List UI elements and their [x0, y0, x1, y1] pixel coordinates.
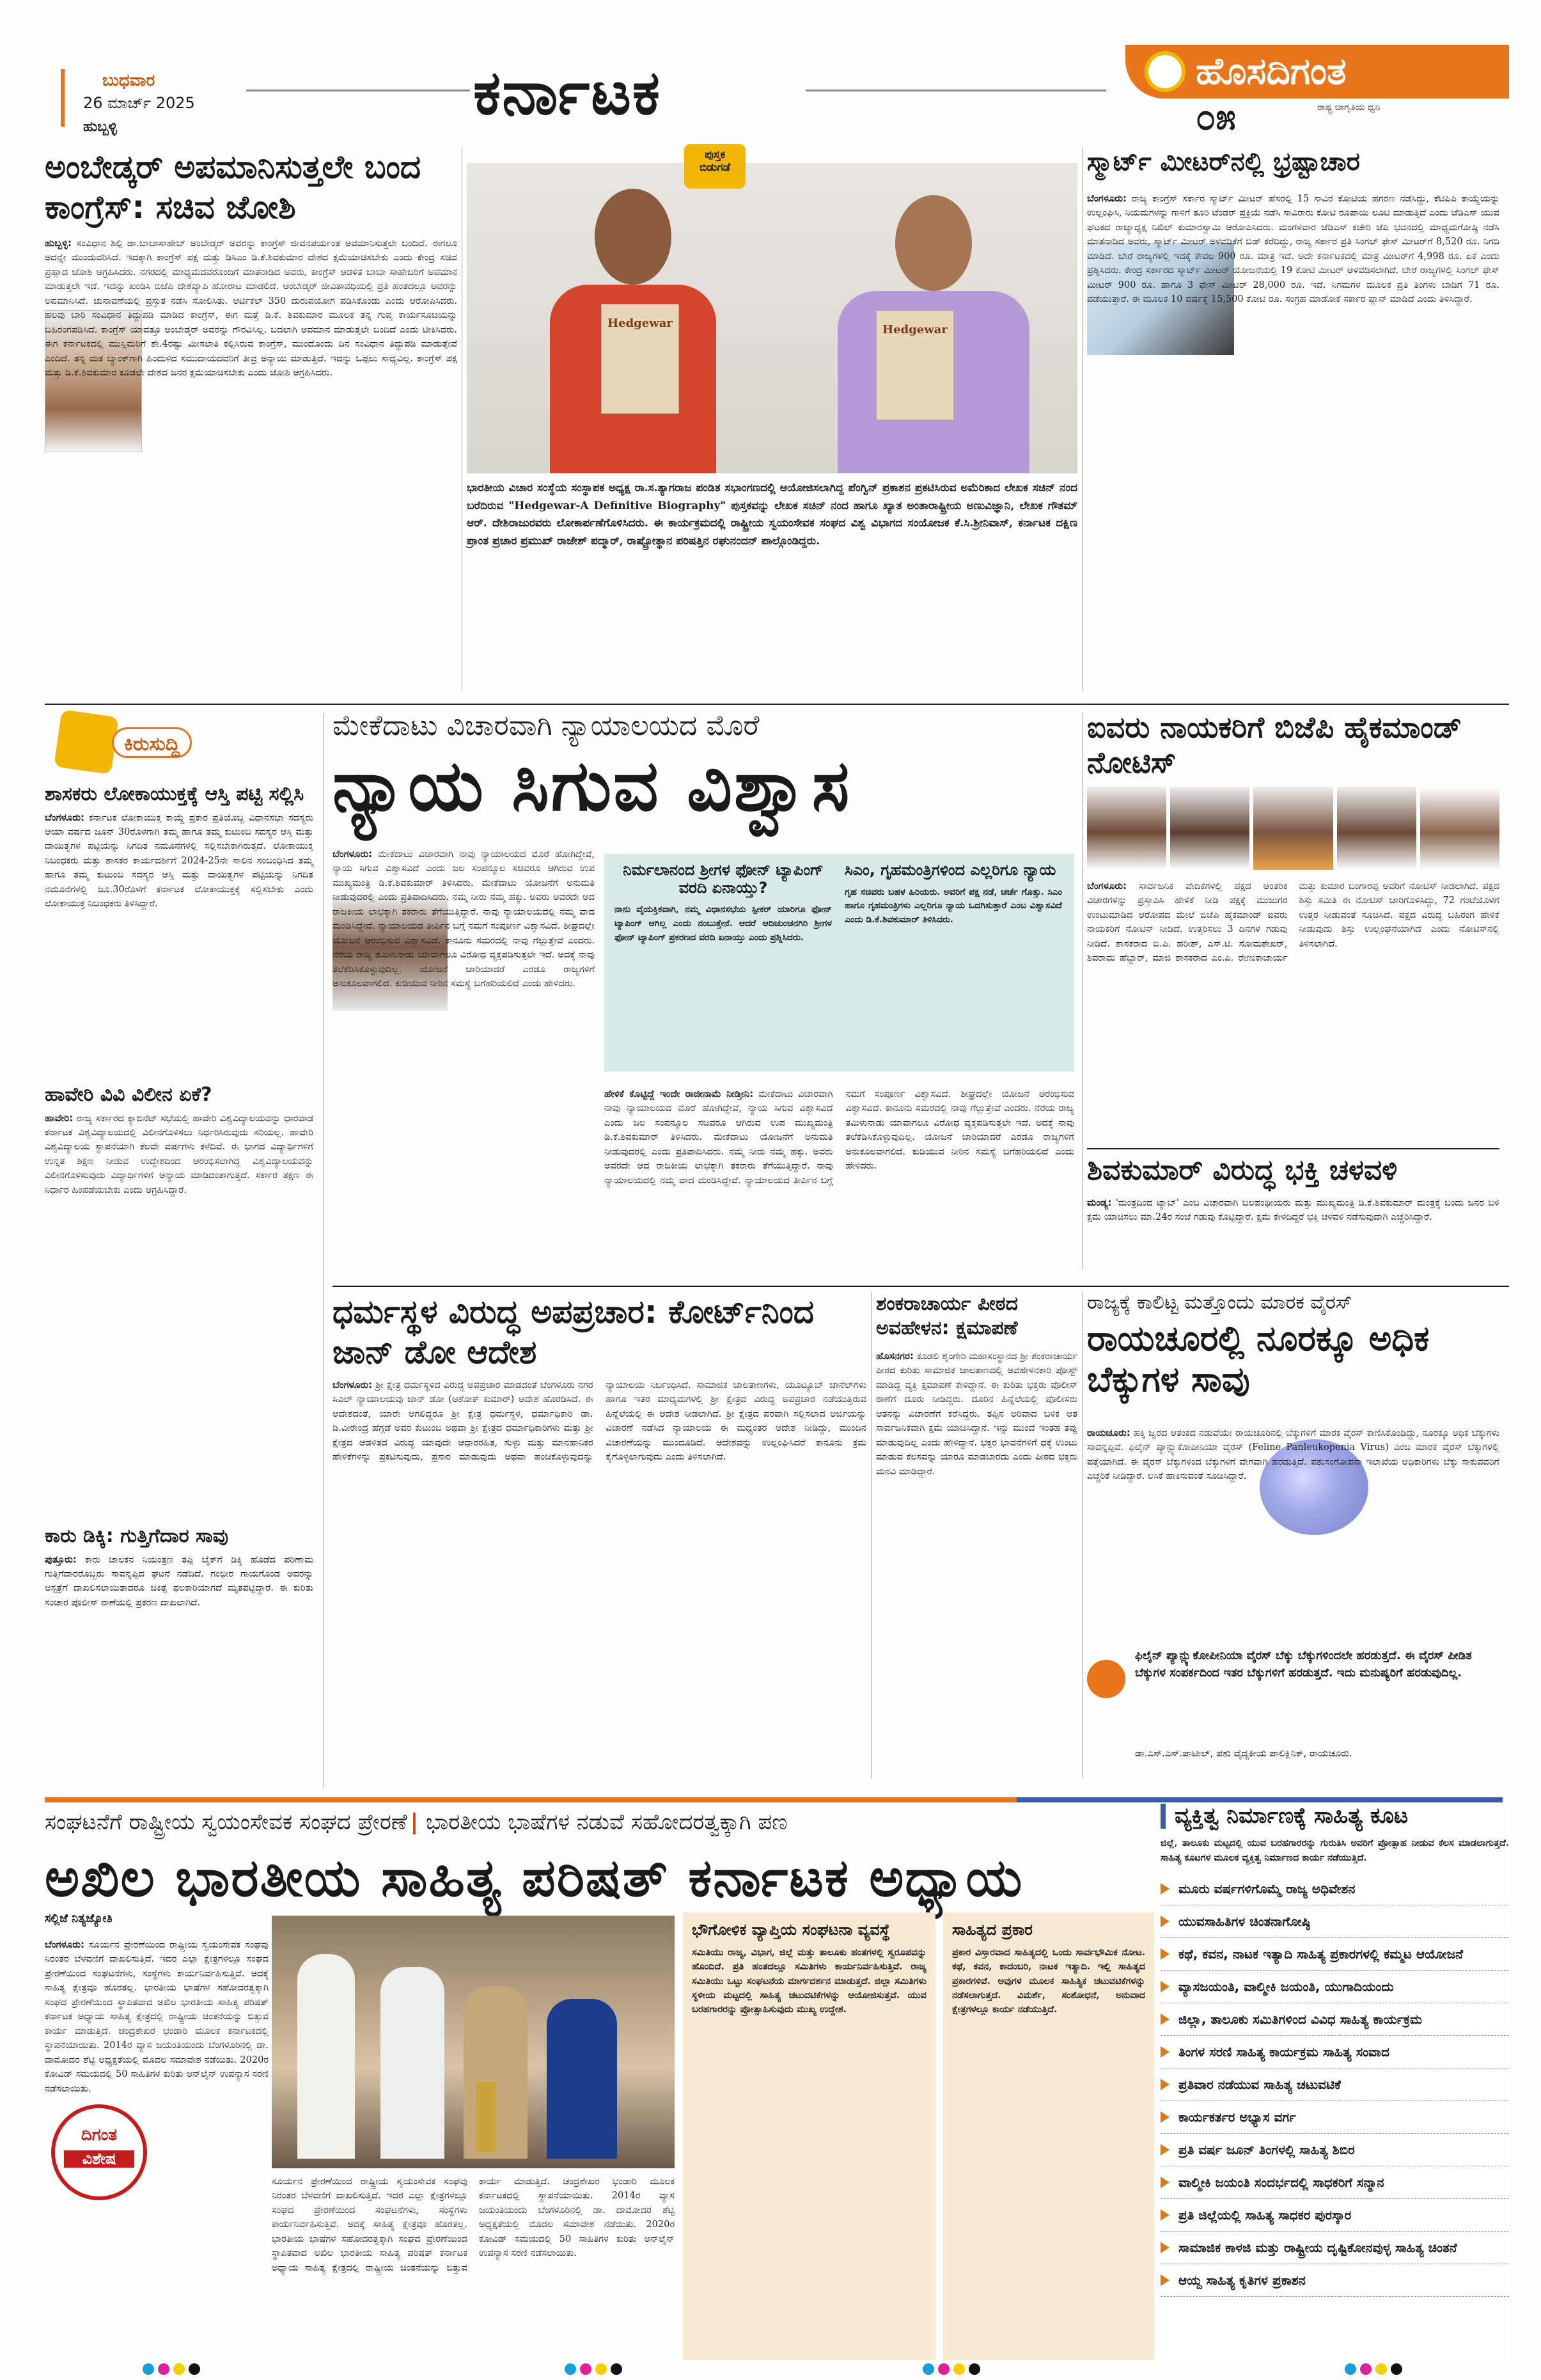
person-figure — [297, 1954, 355, 2159]
kirusuddi-column — [45, 713, 314, 1608]
story-ambedkar-text: ಸಂವಿಧಾನ ಶಿಲ್ಪಿ ಡಾ.ಬಾಬಾಸಾಹೇಬ್ ಅಂಬೇಡ್ಕರ್ ಅವರನ್ನು ಕಾಂಗ್ರೆಸ್ ಜೀವನಪರ್ಯಂತ ಅವಮಾನಿಸುತ್ತಲೇ ಬಂದಿದೆ. ಈಗಲೂ ಅದನ್ನೇ ಮುಂದುವರಿಸಿದೆ. ಇದಕ್ಕಾಗಿ ಕಾಂಗ್ರೆಸ್ ಪಕ್ಷ ಮತ್ತು ಡಿಸಿಎಂ ಡಿ.ಕೆ.ಶಿವಕುಮಾರ ದೇಶದ ಕ್ಷಮೆಯಾಚಿಸಬೇಕು ಎಂದು ಕೇಂದ್ರ ಸಚಿವ ಪ್ರಹ್ಲಾದ ಜೋಶಿ ಆಗ್ರಹಿಸಿದರು. ನಗರದಲ್ಲಿ ಮಾಧ್ಯಮದವರೊಂದಿಗೆ ಮಾತನಾಡಿದ ಅವರು, ಕಾಂಗ್ರೆಸ್ ಆಡಳಿತ ಬಾಬಾ ಸಾಹೇಬರಿಗೆ ಅಪಮಾನ ಮಾಡುತ್ತಲೇ ಇದೆ. ಇದನ್ನು ಖಂಡಿಸಿ ಬಿಜೆಪಿ ದೇಶವ್ಯಾಪಿ ಹೋರಾಟ ಮಾಡಲಿದೆ. ಅಂಬೇಡ್ಕರ್ ಜೀವಿತಾವಧಿಯಲ್ಲಿ ಪ್ರತಿ ಹಂತದಲ್ಲೂ ಅವರನ್ನು ಅಪಮಾನಿಸಿದೆ. ಚುನಾವಣೆಯಲ್ಲಿ ಪ್ರಸ್ತುತ ನಡೆಸಿ ಸೋಲಿಸಿತು. ಆರ್ಟಿಕಲ್ 350 ದುರುಪಯೋಗ ಪಡಿಸಿಕೊಂಡು ಎಂದು ಆರೋಪಿಸಿದರು. ಹಲವು ಬಾರಿ ಸಂವಿಧಾನ ತಿದ್ದುಪಡಿ ಮಾಡಿದ ಕಾಂಗ್ರೆಸ್, ಈಗ ಮತ್ತೆ ಡಿ.ಕೆ. ಶಿವಕುಮಾರ ಮೂಲಕ ತನ್ನ ಗುಪ್ತ ಕಾರ್ಯಸೂಚಿಯನ್ನು ಬಹಿರಂಗಪಡಿಸಿದೆ. ಕಾಂಗ್ರೆಸ್ ಯಾವತ್ತೂ ಅಂಬೇಡ್ಕರ್ ಅವರನ್ನು ಗೌರವಿಸಿಲ್ಲ. ಬದಲಾಗಿ ಅವಮಾನ ಮಾಡುತ್ತಲೇ ಬಂದಿದೆ ಎಂದು ಟೀಕಿಸಿದರು. ಈಗ ಕರ್ನಾಟಕದಲ್ಲಿ ಮುಸ್ಲಿಮರಿಗೆ ಶೇ.4ರಷ್ಟು ಮೀಸಲಾತಿ ಕಲ್ಪಿಸಿರುವ ಕಾಂಗ್ರೆಸ್, ಮುಂದೊಂದು ದಿನ ಸಂವಿಧಾನ ತಿದ್ದುಪಡಿ ಮಾಡುತ್ತೇವೆ ಎಂದಿದೆ. ತನ್ನ ಮತ ಬ್ಯಾಂಕ್‌ಗಾಗಿ ಹಿಂದುಳಿದ ಸಮುದಾಯದವರಿಗೆ ತೀವ್ರ ಅನ್ಯಾಯ ಮಾಡುತ್ತಿದೆ. ಇದನ್ನು ಒಪ್ಪಲು ಸಾಧ್ಯವಿಲ್ಲ. ಕಾಂಗ್ರೆಸ್ ಪಕ್ಷ ಮತ್ತು ಡಿ.ಕೆ.ಶಿವಕುಮಾರ ಕೂಡಲೇ ದೇಶದ ಜನರ ಕ್ಷಮೆಯಾಚಿಸಬೇಕು ಎಂದು ಜೋಶಿ ಆಗ್ರಹಿಸಿದರು. — [45, 239, 457, 379]
sahitya-text: ಸೂರ್ಯನ ಪ್ರೇರಣೆಯಿಂದ ರಾಷ್ಟ್ರೀಯ ಸ್ವಯಂಸೇವಕ ಸಂಘವು ನಿರಂತರ ಬೆಳವಣಿಗೆ ದಾಖಲಿಸುತ್ತಿದೆ. ಇದರ ಎಲ್ಲಾ ಕ್ಷೇತ್ರಗಳಲ್ಲೂ ಸಂಘದ ಪ್ರೇರಣೆಯಿಂದ ಸಂಘಟನೆಗಳು, ಸಂಸ್ಥೆಗಳು ಕಾರ್ಯನಿರ್ವಹಿಸುತ್ತಿವೆ. ಅದಕ್ಕೆ ಸಾಹಿತ್ಯ ಕ್ಷೇತ್ರವೂ ಹೊರತಲ್ಲ. ಭಾರತೀಯ ಭಾಷೆಗಳ ಸಹೋದರತ್ವಕ್ಕಾಗಿ ಸಂಘದ ಪ್ರೇರಣೆಯಿಂದ ಸ್ಥಾಪಿತವಾದ ಅಖಿಲ ಭಾರತೀಯ ಸಾಹಿತ್ಯ ಪರಿಷತ್ ಕರ್ನಾಟಕ ಅಧ್ಯಾಯ ಸಾಹಿತ್ಯ ಕ್ಷೇತ್ರದಲ್ಲಿ ರಾಷ್ಟ್ರೀಯ ಚಿಂತನೆಯನ್ನು ಬಿತ್ತುವ ಕಾರ್ಯ ಮಾಡುತ್ತಿದೆ. ಚಂದ್ರಶೇಖರ ಭಂಡಾರಿ ಮೂಲಕ ಕರ್ನಾಟಕದಲ್ಲಿ ಸ್ಥಾಪನೆಯಾಯಿತು. 2014ರ ವ್ಯಾಸ ಜಯಂತಿಯಂದು ಬೆಂಗಳೂರಿನಲ್ಲಿ ಡಾ. ದಾಮೋದರ ಶೆಟ್ಟಿ ಅಧ್ಯಕ್ಷತೆಯಲ್ಲಿ ಮೊದಲ ಸಮಾವೇಶ ನಡೆಯಿತು. 2020ರ ಕೋವಿಡ್ ಸಮಯದಲ್ಲಿ 50 ಸಾಹಿತಿಗಳ ಕುರಿತು ಆನ್‌ಲೈನ್ ಉಪನ್ಯಾಸ ಸರಣಿ ನಡೆಸಲಾಯಿತು. — [45, 1940, 269, 2094]
story-raichur — [1087, 1292, 1499, 1797]
personality-list-item — [1161, 2264, 1509, 2297]
personality-list-item — [1161, 1905, 1509, 1938]
story-smart-meter-body — [1087, 192, 1499, 307]
personality-list-label: ಪ್ರತಿ ಜಿಲ್ಲೆಯಲ್ಲಿ ಸಾಹಿತ್ಯ ಸಾಧಕರ ಪುರಸ್ಕಾರ — [1178, 2207, 1352, 2223]
personality-box — [1161, 1804, 1509, 2367]
stamp-line1: ದಿಗಂತ — [81, 2125, 118, 2145]
masthead — [0, 0, 1541, 154]
col-divider — [323, 713, 324, 1788]
kirusuddi-body — [45, 811, 313, 911]
registration-dots — [141, 2363, 202, 2377]
personality-list-label: ಕಥೆ, ಕವನ, ನಾಟಕ ಇತ್ಯಾದಿ ಸಾಹಿತ್ಯ ಪ್ರಕಾರಗಳಲ್ಲಿ ಕಮ್ಮಟ ಆಯೋಜನೆ — [1178, 1946, 1464, 1962]
personality-list-label: ವಾಲ್ಮೀಕಿ ಜಯಂತಿ ಸಂದರ್ಭದಲ್ಲಿ ಸಾಧಕರಿಗೆ ಸನ್ಮಾನ — [1178, 2175, 1384, 2191]
arrow-icon — [1161, 1981, 1169, 1992]
col-divider — [1082, 147, 1083, 691]
person-right-head — [895, 195, 972, 291]
masthead-city: ಹುಬ್ಬಳ್ಳಿ — [83, 119, 118, 135]
masthead-divider-right — [806, 90, 1106, 91]
book-release-badge — [684, 144, 746, 189]
story-smart-meter — [1087, 147, 1499, 697]
shankaracharya-dateline: ಹೊಸನಗರ: — [876, 1350, 914, 1362]
kirusuddi-body — [45, 1112, 313, 1198]
kirusuddi-dateline: ಬೆಂಗಳೂರು: — [45, 811, 85, 823]
personality-list-label: ಸಾಮಾಜಿಕ ಕಾಳಜಿ ಮತ್ತು ರಾಷ್ಟ್ರೀಯ ದೃಷ್ಟಿಕೋನವುಳ್ಳ ಸಾಹಿತ್ಯ ಚಿಂತನೆ — [1178, 2240, 1457, 2256]
sidebox-right — [845, 862, 1062, 927]
box-geography-title: ಭೌಗೋಳಿಕ ವ್ಯಾಪ್ತಿಯ ಸಂಘಟನಾ ವ್ಯವಸ್ಥೆ — [692, 1921, 890, 1939]
bjp-notice-headline: ಐವರು ನಾಯಕರಿಗೆ ಬಿಜೆಪಿ ಹೈಕಮಾಂಡ್ ನೋಟಿಸ್ — [1087, 710, 1462, 780]
bhatti-dateline: ಮಂಡ್ಯ: — [1087, 1196, 1112, 1208]
book-release-badge-line2: ಬಿಡುಗಡೆ — [699, 161, 731, 174]
box-genre-body: ಪ್ರಕಾರ ವಿಸ್ತಾರವಾದ ಸಾಹಿತ್ಯದಲ್ಲಿ ಒಂದು ಸಾರ್ವಭೌಮಿಕ ನೋಟ. ಕಥೆ, ಕವನ, ಕಾದಂಬರಿ, ನಾಟಕ ಇತ್ಯಾದಿ. ಇಲ್ಲಿ ಸಾಹಿತ್ಯದ ಪ್ರಕಾರಗಳಿವೆ. ಅವುಗಳ ಮೂಲಕ ಸಾಹಿತ್ಯಿಕ ಚಟುವಟಿಕೆಗಳನ್ನು ನಡೆಸಲಾಗುತ್ತದೆ. ವಿಮರ್ಶೆ, ಸಂಶೋಧನೆ, ಅನುವಾದ ಕ್ಷೇತ್ರಗಳಲ್ಲೂ ಕಾರ್ಯ ನಡೆಯುತ್ತಿದೆ. — [952, 1946, 1145, 2015]
section-title: ಕರ್ನಾಟಕ — [473, 57, 662, 129]
book-title-left: Hedgewar — [607, 317, 673, 330]
sahitya-kicker-right: ಭಾರತೀಯ ಭಾಷೆಗಳ ನಡುವೆ ಸಹೋದರತ್ವಕ್ಕಾಗಿ ಪಣ — [426, 1809, 788, 1835]
story-ambedkar-body — [45, 237, 457, 381]
bjp-notice-body — [1087, 879, 1499, 966]
arrow-icon — [1161, 1916, 1169, 1927]
col-divider — [1082, 1292, 1083, 1778]
dharmasthala-body — [332, 1378, 866, 1465]
orange-rule — [45, 1797, 1017, 1802]
personality-list-label: ಮೂರು ವರ್ಷಗಳಿಗೊಮ್ಮೆ ರಾಜ್ಯ ಅಧಿವೇಶನ — [1178, 1881, 1356, 1897]
sidebox-right-body: ಗೃಹ ಸಚಿವರು ಬಹಳ ಹಿರಿಯರು. ಅವರಿಗೆ ಪಕ್ಷ ನಡೆ, ಚರ್ಚೆ ಗೊತ್ತು. ಸಿಎಂ ಹಾಗೂ ಗೃಹಮಂತ್ರಿಗಳು ಎಲ್ಲರಿಗೂ ನ್ಯಾಯ ಒದಗಿಸುತ್ತಾರೆ ಎಂಬ ವಿಶ್ವಾಸವಿದೆ ಎಂದು ಡಿ.ಕೆ.ಶಿವಕುಮಾರ್ ತಿಳಿಸಿದರು. — [845, 887, 1062, 925]
leader-photo — [1337, 787, 1416, 870]
sahitya-body — [45, 1938, 269, 2096]
story-smart-meter-headline: ಸ್ಮಾರ್ಟ್ ಮೀಟರ್‌ನಲ್ಲಿ ಭ್ರಷ್ಟಾಚಾರ — [1087, 147, 1360, 177]
personality-list-item — [1161, 2003, 1509, 2036]
story-dharmasthala — [332, 1292, 866, 1791]
personality-list-item — [1161, 2134, 1509, 2166]
masthead-day: ಬುಧವಾರ — [102, 71, 155, 90]
arrow-icon — [1161, 2046, 1169, 2058]
kirusuddi-dateline: ಹಾವೇರಿ: — [45, 1112, 74, 1124]
masthead-date: 26 ಮಾರ್ಚ್ 2025 — [83, 94, 195, 112]
story-mekedatu — [332, 710, 1074, 1286]
lamp-icon — [476, 2082, 496, 2152]
brand-name: ಹೊಸದಿಗಂತ — [1196, 49, 1347, 93]
sahitya-dateline: ಬೆಂಗಳೂರು: — [45, 1939, 85, 1950]
raichur-quote-box — [1087, 1647, 1499, 1794]
personality-list-item — [1161, 1873, 1509, 1905]
leader-photos — [1087, 787, 1499, 870]
personality-list-item — [1161, 1971, 1509, 2003]
personality-title: ವ್ಯಕ್ತಿತ್ವ ನಿರ್ಮಾಣಕ್ಕೆ ಸಾಹಿತ್ಯ ಕೂಟ — [1161, 1804, 1509, 1829]
box-genre-title: ಸಾಹಿತ್ಯದ ಪ್ರಕಾರ — [952, 1921, 1033, 1939]
col-divider — [871, 1292, 872, 1778]
personality-list-label: ಪ್ರತಿವಾರ ನಡೆಯುವ ಸಾಹಿತ್ಯ ಚಟುವಟಿಕೆ — [1178, 2077, 1341, 2093]
row-divider — [332, 1286, 1509, 1287]
registration-dots — [1343, 2363, 1404, 2377]
registration-dots — [921, 2363, 982, 2377]
shankaracharya-headline: ಶಂಕರಾಚಾರ್ಯ ಪೀಠದ ಅವಹೇಳನ: ಕ್ಷಮಾಪಣೆ — [876, 1293, 1019, 1339]
arrow-icon — [1161, 1883, 1169, 1895]
leader-photo — [1420, 787, 1499, 870]
digantha-vishesha-stamp — [51, 2104, 147, 2200]
print-registration-marks — [0, 2363, 1541, 2377]
personality-list-label: ಆಯ್ದ ಸಾಹಿತ್ಯ ಕೃತಿಗಳ ಪ್ರಕಾಶನ — [1178, 2273, 1306, 2289]
sidebox-left — [614, 862, 832, 945]
personality-list-label: ವ್ಯಾಸಜಯಂತಿ, ವಾಲ್ಮೀಕಿ ಜಯಂತಿ, ಯುಗಾದಿಯಂದು — [1178, 1979, 1394, 1995]
story-smart-meter-text: ರಾಜ್ಯ ಕಾಂಗ್ರೆಸ್ ಸರ್ಕಾರ ಸ್ಮಾರ್ಟ್ ಮೀಟರ್ ಹೆಸರಲ್ಲಿ 15 ಸಾವಿರ ಕೋಟಿಯ ಹಗರಣ ನಡೆಸಿದ್ದು, ಕೆಟಿಪಿಪಿ ಕಾಯ್ದೆಯನ್ನು ಉಲ್ಲಂಘಿಸಿ, ನಿಯಮಗಳನ್ನು ಗಾಳಿಗೆ ತೂರಿ ಟೆಂಡರ್ ಪ್ರಕ್ರಿಯೆ ನಡೆಸಿ ಸಾವಿರಾರು ಕೋಟಿ ರೂಪಾಯಿ ಲೂಟಿ ಮಾಡುತ್ತಿದೆ ಎಂದು ಜೆಡಿಎಸ್ ಯುವ ಘಟಕದ ರಾಜ್ಯಾಧ್ಯಕ್ಷ ನಿಖಿಲ್ ಕುಮಾರಸ್ವಾಮಿ ಆರೋಪಿಸಿದರು. ಮಂಗಳವಾರ ಜೆಡಿಎಸ್ ಕಚೇರಿ ಜೆಪಿ ಭವನದಲ್ಲಿ ಮಾಧ್ಯಮಗೋಷ್ಠಿ ನಡೆಸಿ ಮಾತನಾಡಿದ ಅವರು, ಸ್ಮಾರ್ಟ್ ಮೀಟರ್ ಅಳವಡಿಕೆಗೆ ಬಿಡ್ ಕರೆದಿದ್ದು, ರಾಜ್ಯ ಸರ್ಕಾರ ಪ್ರತಿ ಸಿಂಗಲ್ ಫೇಸ್ ಮೀಟರ್‌ಗೆ 8,520 ರೂ. ನಿಗದಿ ಮಾಡಿದೆ. ಬೇರೆ ರಾಜ್ಯಗಳಲ್ಲಿ ಇದಕ್ಕೆ ಕೇವಲ 900 ರೂ. ಮಾತ್ರ ಇದೆ. ಅದೇ ಕರ್ನಾಟಕದಲ್ಲಿ ಮಾತ್ರ ಮೀಟರ್‌ಗೆ 4,998 ರೂ. ಏಕೆ ಎಂದು ಪ್ರಶ್ನಿಸಿದರು. ಕೇಂದ್ರ ಸರ್ಕಾರದ ಸ್ಮಾರ್ಟ್ ಮೀಟರ್ ಯೋಜನೆಯಲ್ಲಿ 19 ಕೋಟಿ ಮೀಟರ್ ಅಳವಡಿಸಲಾಗಿದೆ. ಬೇರೆ ರಾಜ್ಯಗಳಲ್ಲಿ ಸಿಂಗಲ್ ಫೇಸ್ ಮೀಟರ್ 900 ರೂ. ಹಾಗೂ 3 ಫೇಸ್ ಮೀಟರ್ 28,000 ರೂ. ಇದೆ. ನಿಗಮಗಳ ಮೂಲಕ ಪ್ರತಿ ತಿಂಗಳು ಬಾಡಿಗೆ 71 ರೂ. ಪಡೆಯುತ್ತಾರೆ. ಈ ಮೂಲಕ 10 ವರ್ಷಕ್ಕೆ 15,500 ಕೋಟಿ ರೂ. ಸಂಗ್ರಹ ಮಾಡೋಕೆ ಸರ್ಕಾರ ಪ್ಲಾನ್ ಮಾಡಿದೆ ಎಂದು ತಿಳಿಸಿದ್ದಾರೆ. — [1087, 194, 1499, 305]
registration-dots — [563, 2363, 624, 2377]
kirusuddi-item — [45, 784, 313, 911]
raichur-body — [1087, 1426, 1499, 1484]
raichur-kicker: ರಾಜ್ಯಕ್ಕೆ ಕಾಲಿಟ್ಟ ಮತ್ತೊಂದು ಮಾರಕ ವೈರಸ್ — [1087, 1291, 1352, 1314]
sun-emblem-icon — [1145, 51, 1185, 92]
arrow-icon — [1161, 2177, 1169, 2188]
mekedatu-dateline: ಬೆಂಗಳೂರು: — [332, 848, 373, 860]
personality-list-item — [1161, 2036, 1509, 2069]
fist-icon — [54, 709, 119, 775]
story-smart-meter-dateline: ಬೆಂಗಳೂರು: — [1087, 193, 1127, 204]
bhatti-body — [1087, 1196, 1499, 1225]
book-cover-right — [876, 310, 954, 420]
kirusuddi-logo — [58, 713, 256, 771]
mekedatu-headline: ನ್ಯಾಯ ಸಿಗುವ ವಿಶ್ವಾಸ — [332, 744, 852, 826]
sidebox-left-body: ನಾನು ವೈಯಕ್ತಿಕವಾಗಿ, ನಮ್ಮ ವಿಧಾನಸಭೆಯ ಸ್ಪೀಕರ್ ಯಾರಿಗೂ ಫೋನ್ ಟ್ಯಾಪಿಂಗ್ ಆಗಿಲ್ಲ ಎಂದು ನಂಬುತ್ತೇನೆ. ಆದರೆ ಆದಿಚುಂಚನಗಿರಿ ಶ್ರೀಗಳ ಫೋನ್ ಟ್ಯಾಪಿಂಗ್ ಪ್ರಕರಣದ ವರದಿ ಏನಾಯ್ತು ಎಂದು ಪ್ರಶ್ನಿಸಿದರು. — [614, 904, 832, 943]
personality-list-item — [1161, 2069, 1509, 2101]
col-divider — [1082, 713, 1083, 1270]
personality-list-label: ಜಿಲ್ಲಾ, ತಾಲೂಕು ಸಮಿತಿಗಳಿಂದ ವಿವಿಧ ಸಾಹಿತ್ಯ ಕಾರ್ಯಕ್ರಮ — [1178, 2012, 1423, 2028]
arrow-icon — [1161, 2144, 1169, 2155]
row-divider — [45, 704, 1509, 705]
sidebox-right-title: ಸಿಎಂ, ಗೃಹಮಂತ್ರಿಗಳಿಂದ ಎಲ್ಲರಿಗೂ ನ್ಯಾಯ — [845, 861, 1056, 879]
arrow-icon — [1161, 2274, 1169, 2286]
bjp-notice-dateline: ಬೆಂಗಳೂರು: — [1087, 880, 1127, 892]
sahitya-body-col2 — [272, 2175, 675, 2360]
personality-list-label: ಕಾರ್ಯಕರ್ತರ ಅಭ್ಯಾಸ ವರ್ಗ — [1178, 2109, 1296, 2125]
book-release — [467, 144, 1077, 707]
kirusuddi-text: ಕರ್ನಾಟಕ ಲೋಕಾಯುಕ್ತ ಕಾಯ್ದೆ ಪ್ರಕಾರ ಪ್ರತಿಯೊಬ್ಬ ವಿಧಾನಸಭಾ ಸದಸ್ಯರು ಆಯಾ ವರ್ಷದ ಜೂನ್ 30ರೊಳಗಾಗಿ ತಮ್ಮ ಹಾಗೂ ತಮ್ಮ ಕುಟುಂಬ ಸದಸ್ಯರ ಆಸ್ತಿ ಮತ್ತು ದಾಯಿತ್ವಗಳ ಪಟ್ಟಿಯನ್ನು ನಿಗದಿತ ನಮೂನೆಗಳಲ್ಲಿ ಸಲ್ಲಿಸಬೇಕಾಗಿರುತ್ತದೆ. ಲೋಕಾಯುಕ್ತ ನಿಬಂಧಕರು ಮತ್ತು ಶಾಸಕರ ಕಾರ್ಯದರ್ಶಿಗೆ 2024-25ನೇ ಸಾಲಿನ ಸಂಬಂಧಿಸಿದ ತಮ್ಮ ಹಾಗೂ ತಮ್ಮ ಕುಟುಂಬ ಸದಸ್ಯರ ಆಸ್ತಿ ಮತ್ತು ದಾಯಿತ್ವಗಳ ಪಟ್ಟಿಯನ್ನು ನಿಗದಿತ ನಮೂನೆಗಳಲ್ಲಿ ಜೂ.30ರೊಳಗೆ ಕರ್ನಾಟಕ ಲೋಕಾಯುಕ್ತಕ್ಕೆ ಸಲ್ಲಿಸಬೇಕು ಎಂದು ಲೋಕಾಯುಕ್ತ ನಿಬಂಧಕರು ತಿಳಿಸಿದ್ದಾರೆ. — [45, 812, 314, 910]
kirusuddi-headline: ಹಾವೇರಿ ವಿವಿ ವಿಲೀನ ಏಕೆ? — [45, 1084, 212, 1106]
leader-photo — [1253, 787, 1333, 870]
mekedatu-body — [332, 847, 595, 991]
sidebox-left-title: ನಿರ್ಮಲಾನಂದ ಶ್ರೀಗಳ ಫೋನ್ ಟ್ಯಾಪಿಂಗ್ ವರದಿ ಏನಾಯ್ತು? — [623, 861, 824, 897]
story-ambedkar-dateline: ಹುಬ್ಬಳ್ಳಿ: — [45, 237, 72, 249]
story-ambedkar-headline: ಅಂಬೇಡ್ಕರ್ ಅಪಮಾನಿಸುತ್ತಲೇ ಬಂದ ಕಾಂಗ್ರೆಸ್: ಸಚಿವ ಜೋಶಿ — [45, 148, 421, 226]
mekedatu-text: ಮೇಕೆದಾಟು ವಿಚಾರವಾಗಿ ನಾವು ನ್ಯಾಯಾಲಯದ ಮೊರೆ ಹೋಗಿದ್ದೇವೆ, ನ್ಯಾಯ ಸಿಗುವ ವಿಶ್ವಾಸವಿದೆ ಎಂದು ಜಲ ಸಂಪನ್ಮೂಲ ಸಚಿವರೂ ಆಗಿರುವ ಉಪ ಮುಖ್ಯಮಂತ್ರಿ ಡಿ.ಕೆ.ಶಿವಕುಮಾರ್ ತಿಳಿಸಿದರು. ಮೇಕೆದಾಟು ಯೋಜನೆಗೆ ಅನುಮತಿ ನೀಡುವುದರಲ್ಲಿ ಎಂದು ಪ್ರತಿಪಾದಿಸಿದರು. ನಮ್ಮ ನೀರು ನಮ್ಮ ಹಕ್ಕು. ಅವರು ಅವರದೇ ಆದ ರಾಜಕೀಯ ಲಾಭಕ್ಕಾಗಿ ತಕರಾರು ತೆಗೆಯುತ್ತಿದ್ದಾರೆ. ನಾವು ನ್ಯಾಯಾಲಯದಲ್ಲಿ ನಮ್ಮ ವಾದ ಮಂಡಿಸಿದ್ದೇವೆ. ನ್ಯಾಯಾಲಯದ ತೀರ್ಪಿನ ಬಗ್ಗೆ ನಮಗೆ ಸಂಪೂರ್ಣ ವಿಶ್ವಾಸವಿದೆ. ಶೀಘ್ರದಲ್ಲೇ ಯೋಜನೆ ಆರಂಭಿಸುವ ವಿಶ್ವಾಸವಿದೆ. ಕಾನೂನು ಸಮರದಲ್ಲಿ ನಾವು ಗೆಲ್ಲುತ್ತೇವೆ ಎಂದರು. ನೆರೆಯ ರಾಜ್ಯ ತಮಿಳುನಾಡು ಯಾವಾಗಲೂ ವಿರೋಧ ವ್ಯಕ್ತಪಡಿಸುತ್ತಲೇ ಇದೆ. ಅದಕ್ಕೆ ನಾವು ತಲೆಕೆಡಿಸಿಕೊಳ್ಳುವುದಿಲ್ಲ. ಯೋಜನೆ ಜಾರಿಯಾದರೆ ಎರಡೂ ರಾಜ್ಯಗಳಿಗೆ ಅನುಕೂಲವಾಗಲಿದೆ. ಕುಡಿಯುವ ನೀರಿನ ಸಮಸ್ಯೆ ಬಗೆಹರಿಯಲಿದೆ ಎಂದು ಹೇಳಿದರು. — [332, 849, 595, 989]
mekedatu-subhead: ಹೇಳಿಕೆ ಕೊಟ್ಟಿದ್ದೆ ಇಂದೇ ರಾಜೀನಾಮೆ ನೀಡ್ತೀನಿ: — [604, 1088, 754, 1099]
sahitya-left-col — [45, 1912, 269, 2360]
kirusuddi-dateline: ಪುತ್ತೂರು: — [45, 1553, 77, 1565]
personality-list-label: ಪ್ರತಿ ವರ್ಷ ಜೂನ್ ತಿಂಗಳಲ್ಲಿ ಸಾಹಿತ್ಯ ಶಿಬಿರ — [1178, 2142, 1355, 2158]
arrow-icon — [1161, 1948, 1169, 1960]
story-shankaracharya — [876, 1292, 1077, 1791]
leader-photo — [1087, 787, 1166, 870]
raichur-dateline: ರಾಯಚೂರು: — [1087, 1427, 1130, 1438]
personality-list — [1161, 1873, 1509, 2297]
personality-list-label: ತಿಂಗಳ ಸರಣಿ ಸಾಹಿತ್ಯ ಕಾರ್ಯಕ್ರಮ ಸಾಹಿತ್ಯ ಸಂವಾದ — [1178, 2044, 1389, 2060]
mekedatu-kicker: ಮೇಕೆದಾಟು ವಿಚಾರವಾಗಿ ನ್ಯಾಯಾಲಯದ ಮೊರೆ — [332, 709, 760, 742]
kirusuddi-text: ರಾಜ್ಯ ಸರ್ಕಾರದ ಕ್ಯಾಬಿನೆಟ್ ಸಭೆಯಲ್ಲಿ ಹಾವೇರಿ ವಿಶ್ವವಿದ್ಯಾಲಯವನ್ನು ಧಾರವಾಡ ಕರ್ನಾಟಕ ವಿಶ್ವವಿದ್ಯಾಲಯದಲ್ಲಿ ವಿಲೀನಗೊಳಿಸಲು ನಿರ್ಧರಿಸಿರುವುದು ಸರಿಯಲ್ಲ. ಹಾವೇರಿ ವಿಶ್ವವಿದ್ಯಾಲಯ ಸ್ಥಾಪನೆಯಾಗಿ ಕೆಲವೇ ವರ್ಷಗಳು ಕಳೆದಿವೆ. ಈ ಭಾಗದ ವಿದ್ಯಾರ್ಥಿಗಳಿಗೆ ಉನ್ನತ ಶಿಕ್ಷಣ ನೀಡುವ ಉದ್ದೇಶದಿಂದ ಆರಂಭಿಸಲಾಗಿದ್ದ ವಿಶ್ವವಿದ್ಯಾಲಯವನ್ನು ವಿಲೀನಗೊಳಿಸುವುದು ವಿದ್ಯಾರ್ಥಿಗಳಿಗೆ ಅನ್ಯಾಯ ಮಾಡಿದಂತಾಗುತ್ತದೆ. ಸರ್ಕಾರ ತಕ್ಷಣ ಈ ನಿರ್ಧಾರ ಹಿಂಪಡೆಯಬೇಕು ಎಂದು ಆಗ್ರಹಿಸಿದ್ದಾರೆ. — [45, 1113, 313, 1195]
arrow-icon — [1161, 2079, 1169, 2090]
kirusuddi-headline: ಕಾರು ಡಿಕ್ಕಿ: ಗುತ್ತಿಗೆದಾರ ಸಾವು — [45, 1525, 229, 1547]
brand-tagline: ರಾಷ್ಟ್ರ ಜಾಗೃತಿಯ ಧ್ವನಿ — [1317, 102, 1381, 113]
sahitya-byline: ಸಲ್ಲಿಜೆ ನಿತ್ಯಜ್ಯೋತಿ — [45, 1912, 113, 1925]
personality-body: ಜಿಲ್ಲೆ, ತಾಲೂಕು ಮಟ್ಟದಲ್ಲಿ ಯುವ ಬರಹಗಾರರನ್ನು ಗುರುತಿಸಿ ಅವರಿಗೆ ಪ್ರೋತ್ಸಾಹ ನೀಡುವ ಕೆಲಸ ಮಾಡಲಾಗುತ್ತದೆ. ಸಾಹಿತ್ಯ ಕೂಟಗಳ ಮೂಲಕ ವ್ಯಕ್ತಿತ್ವ ನಿರ್ಮಾಣದ ಕಾರ್ಯ ನಡೆಯುತ್ತಿದೆ. — [1161, 1838, 1509, 1863]
masthead-left-bar — [61, 69, 65, 127]
stamp-line2: ವಿಶೇಷ — [64, 2150, 134, 2168]
raichur-quote-by: ಡಾ.ಎಸ್.ಎಸ್.ಪಾಟೀಲ್, ಪಶು ವೈದ್ಯಕೀಯ ಪಾಲಿಕ್ಲಿನಿಕ್, ರಾಯಚೂರು. — [1135, 1747, 1352, 1759]
sahitya-kicker — [45, 1810, 1151, 1835]
story-bhatti — [1087, 1155, 1499, 1282]
quote-icon — [1087, 1660, 1125, 1698]
sahitya-kicker-sep: | — [410, 1809, 426, 1835]
personality-list-item — [1161, 2199, 1509, 2232]
story-bjp-notice — [1087, 710, 1499, 1158]
raichur-headline: ರಾಯಚೂರಲ್ಲಿ ನೂರಕ್ಕೂ ಅಧಿಕ ಬೆಕ್ಕುಗಳ ಸಾವು — [1087, 1318, 1430, 1400]
leader-photo — [1170, 787, 1249, 870]
book-release-photo — [467, 163, 1077, 473]
raichur-quote: ಫಿಲೈನ್ ಪ್ಯಾನ್ಲ್ಯುಕೋಪೀನಿಯಾ ವೈರಸ್ ಬೆಕ್ಕು ಬೆಕ್ಕುಗಳಿಂದಲೇ ಹರಡುತ್ತದೆ. ಈ ವೈರಸ್ ಪೀಡಿತ ಬೆಕ್ಕುಗಳ ಸಂಪರ್ಕದಿಂದ ಇತರ ಬೆಕ್ಕುಗಳಿಗೆ ಹರಡುತ್ತದೆ. ಇದು ಮನುಷ್ಯರಿಗೆ ಹರಡುವುದಿಲ್ಲ. — [1135, 1649, 1472, 1680]
kirusuddi-item — [45, 1084, 313, 1197]
kirusuddi-label: ಕಿರುಸುದ್ದಿ — [112, 727, 192, 758]
shankaracharya-body — [876, 1350, 1077, 1479]
kirusuddi-body — [45, 1553, 313, 1611]
sahitya-box-genre — [943, 1912, 1154, 2360]
arrow-icon — [1161, 2014, 1169, 2025]
section-divider — [1087, 1148, 1499, 1149]
mekedatu-continued-text: ಮೇಕೆದಾಟು ವಿಚಾರವಾಗಿ ನಾವು ನ್ಯಾಯಾಲಯದ ಮೊರೆ ಹೋಗಿದ್ದೇವೆ, ನ್ಯಾಯ ಸಿಗುವ ವಿಶ್ವಾಸವಿದೆ ಎಂದು ಜಲ ಸಂಪನ್ಮೂಲ ಸಚಿವರೂ ಆಗಿರುವ ಉಪ ಮುಖ್ಯಮಂತ್ರಿ ಡಿ.ಕೆ.ಶಿವಕುಮಾರ್ ತಿಳಿಸಿದರು. ಮೇಕೆದಾಟು ಯೋಜನೆಗೆ ಅನುಮತಿ ನೀಡುವುದರಲ್ಲಿ ಎಂದು ಪ್ರತಿಪಾದಿಸಿದರು. ನಮ್ಮ ನೀರು ನಮ್ಮ ಹಕ್ಕು. ಅವರು ಅವರದೇ ಆದ ರಾಜಕೀಯ ಲಾಭಕ್ಕಾಗಿ ತಕರಾರು ತೆಗೆಯುತ್ತಿದ್ದಾರೆ. ನಾವು ನ್ಯಾಯಾಲಯದಲ್ಲಿ ನಮ್ಮ ವಾದ ಮಂಡಿಸಿದ್ದೇವೆ. ನ್ಯಾಯಾಲಯದ ತೀರ್ಪಿನ ಬಗ್ಗೆ ನಮಗೆ ಸಂಪೂರ್ಣ ವಿಶ್ವಾಸವಿದೆ. ಶೀಘ್ರದಲ್ಲೇ ಯೋಜನೆ ಆರಂಭಿಸುವ ವಿಶ್ವಾಸವಿದೆ. ಕಾನೂನು ಸಮರದಲ್ಲಿ ನಾವು ಗೆಲ್ಲುತ್ತೇವೆ ಎಂದರು. ನೆರೆಯ ರಾಜ್ಯ ತಮಿಳುನಾಡು ಯಾವಾಗಲೂ ವಿರೋಧ ವ್ಯಕ್ತಪಡಿಸುತ್ತಲೇ ಇದೆ. ಅದಕ್ಕೆ ನಾವು ತಲೆಕೆಡಿಸಿಕೊಳ್ಳುವುದಿಲ್ಲ. ಯೋಜನೆ ಜಾರಿಯಾದರೆ ಎರಡೂ ರಾಜ್ಯಗಳಿಗೆ ಅನುಕೂಲವಾಗಲಿದೆ. ಕುಡಿಯುವ ನೀರಿನ ಸಮಸ್ಯೆ ಬಗೆಹರಿಯಲಿದೆ ಎಂದು ಹೇಳಿದರು. — [604, 1089, 1074, 1186]
arrow-icon — [1161, 2209, 1169, 2221]
blue-rule — [1017, 1797, 1503, 1802]
bhatti-text: 'ಮಂತ್ರದಿಂದ ಟ್ಯಾಬ್' ಎಂಬ ವಿಚಾರವಾಗಿ ಬಲಪಂಥೀಯರು ಮತ್ತು ಮುಖ್ಯಮಂತ್ರಿ ಡಿ.ಕೆ.ಶಿವಕುಮಾರ್ ಮಂತ್ರಕ್ಕೆ ಬಂದು ಜನರ ಬಳಿ ಕ್ಷಮೆ ಯಾಚಿಸಲು ಮಾ.24ರ ಸಂಜೆ ಗಡುವು ಕೊಟ್ಟಿದ್ದಾರೆ. ಕ್ಷಮೆ ಕೇಳದಿದ್ದರೆ ಭಕ್ತಿ ಚಳವಳಿ ನಡೆಸುವುದಾಗಿ ಎಚ್ಚರಿಸಿದ್ದಾರೆ. — [1087, 1197, 1500, 1223]
book-title-right: Hedgewar — [882, 323, 948, 336]
person-figure — [380, 1967, 444, 2159]
bjp-notice-text: ಸಾರ್ವಜನಿಕ ವೇದಿಕೆಗಳಲ್ಲಿ ಪಕ್ಷದ ಆಂತರಿಕ ವಿಚಾರಗಳನ್ನು ಪ್ರಸ್ತಾಪಿಸಿ ಹೇಳಿಕೆ ನೀಡಿ ಪಕ್ಷಕ್ಕೆ ಮುಜುಗರ ಉಂಟುಮಾಡಿದ ಆರೋಪದ ಮೇಲೆ ಬಿಜೆಪಿ ಹೈಕಮಾಂಡ್ ಐವರು ನಾಯಕರಿಗೆ ನೋಟಿಸ್ ನೀಡಿದೆ. ಉತ್ತರಿಸಲು 3 ದಿನಗಳ ಗಡುವು ನೀಡಿದೆ. ಶಾಸಕರಾದ ಬಿ.ಪಿ. ಹರೀಶ್, ಎಸ್.ಟಿ. ಸೋಮಶೇಖರ್, ಶಿವರಾಮ ಹೆಬ್ಬಾರ್, ಮಾಜಿ ಶಾಸಕರಾದ ಎಂ.ಪಿ. ರೇಣುಕಾಚಾರ್ಯ ಮತ್ತು ಕುಮಾರ ಬಂಗಾರಪ್ಪ ಅವರಿಗೆ ನೋಟಿಸ್ ನೀಡಲಾಗಿದೆ. ಪಕ್ಷದ ಶಿಸ್ತು ಸಮಿತಿ ಈ ನೋಟಿಸ್ ಜಾರಿಗೊಳಿಸಿದ್ದು, 72 ಗಂಟೆಯೊಳಗೆ ಉತ್ತರ ನೀಡುವಂತೆ ಸೂಚಿಸಿದೆ. ಪಕ್ಷದ ವಿರುದ್ಧ ಬಹಿರಂಗ ಹೇಳಿಕೆ ನೀಡುವುದು ಶಿಸ್ತು ಉಲ್ಲಂಘನೆಯಾಗಿದೆ ಎಂದು ನೋಟಿಸ್‌ನಲ್ಲಿ ತಿಳಿಸಲಾಗಿದೆ. — [1087, 881, 1499, 964]
dharmasthala-headline: ಧರ್ಮಸ್ಥಳ ವಿರುದ್ಧ ಅಪಪ್ರಚಾರ: ಕೋರ್ಟ್‌ನಿಂದ ಜಾನ್ ಡೋ ಆದೇಶ — [332, 1293, 815, 1371]
mekedatu-sidebox — [604, 854, 1074, 1071]
personality-list-item — [1161, 1938, 1509, 1971]
sahitya-box-geography — [683, 1912, 935, 2360]
sahitya-text-continued: ಸೂರ್ಯನ ಪ್ರೇರಣೆಯಿಂದ ರಾಷ್ಟ್ರೀಯ ಸ್ವಯಂಸೇವಕ ಸಂಘವು ನಿರಂತರ ಬೆಳವಣಿಗೆ ದಾಖಲಿಸುತ್ತಿದೆ. ಇದರ ಎಲ್ಲಾ ಕ್ಷೇತ್ರಗಳಲ್ಲೂ ಸಂಘದ ಪ್ರೇರಣೆಯಿಂದ ಸಂಘಟನೆಗಳು, ಸಂಸ್ಥೆಗಳು ಕಾರ್ಯನಿರ್ವಹಿಸುತ್ತಿವೆ. ಅದಕ್ಕೆ ಸಾಹಿತ್ಯ ಕ್ಷೇತ್ರವೂ ಹೊರತಲ್ಲ. ಭಾರತೀಯ ಭಾಷೆಗಳ ಸಹೋದರತ್ವಕ್ಕಾಗಿ ಸಂಘದ ಪ್ರೇರಣೆಯಿಂದ ಸ್ಥಾಪಿತವಾದ ಅಖಿಲ ಭಾರತೀಯ ಸಾಹಿತ್ಯ ಪರಿಷತ್ ಕರ್ನಾಟಕ ಅಧ್ಯಾಯ ಸಾಹಿತ್ಯ ಕ್ಷೇತ್ರದಲ್ಲಿ ರಾಷ್ಟ್ರೀಯ ಚಿಂತನೆಯನ್ನು ಬಿತ್ತುವ ಕಾರ್ಯ ಮಾಡುತ್ತಿದೆ. ಚಂದ್ರಶೇಖರ ಭಂಡಾರಿ ಮೂಲಕ ಕರ್ನಾಟಕದಲ್ಲಿ ಸ್ಥಾಪನೆಯಾಯಿತು. 2014ರ ವ್ಯಾಸ ಜಯಂತಿಯಂದು ಬೆಂಗಳೂರಿನಲ್ಲಿ ಡಾ. ದಾಮೋದರ ಶೆಟ್ಟಿ ಅಧ್ಯಕ್ಷತೆಯಲ್ಲಿ ಮೊದಲ ಸಮಾವೇಶ ನಡೆಯಿತು. 2020ರ ಕೋವಿಡ್ ಸಮಯದಲ್ಲಿ 50 ಸಾಹಿತಿಗಳ ಕುರಿತು ಆನ್‌ಲೈನ್ ಉಪನ್ಯಾಸ ಸರಣಿ ನಡೆಸಲಾಯಿತು. — [272, 2177, 675, 2273]
sahitya-kicker-left: ಸಂಘಟನೆಗೆ ರಾಷ್ಟ್ರೀಯ ಸ್ವಯಂಸೇವಕ ಸಂಘದ ಪ್ರೇರಣೆ — [45, 1809, 407, 1835]
dharmasthala-text: ಶ್ರೀ ಕ್ಷೇತ್ರ ಧರ್ಮಸ್ಥಳದ ವಿರುದ್ಧ ಅಪಪ್ರಚಾರ ಮಾಡದಂತೆ ಬೆಂಗಳೂರು ನಗರ ಸಿವಿಲ್ ನ್ಯಾಯಾಲಯವು ಜಾನ್ ಡೋ (ಅಶೋಕ್ ಕುಮಾರ್) ಆದೇಶ ಹೊರಡಿಸಿದೆ. ಈ ಆದೇಶದಂತೆ, ಯಾರೇ ಆಗಲಿದ್ದರೂ ಶ್ರೀ ಕ್ಷೇತ್ರ ಧರ್ಮಸ್ಥಳ, ಧರ್ಮಾಧಿಕಾರಿ ಡಾ. ಡಿ.ವೀರೇಂದ್ರ ಹೆಗ್ಗಡೆ ಅವರ ಕುಟುಂಬ ಅಥವಾ ಶ್ರೀ ಕ್ಷೇತ್ರದ ಧರ್ಮಾಧಿಕಾರಿಗಳು ಮತ್ತು ಶ್ರೀ ಕ್ಷೇತ್ರದ ಆಡಳಿತದ ವಿರುದ್ಧ ಯಾವುದೇ ಆಧಾರರಹಿತ, ಸುಳ್ಳು ಮತ್ತು ಮಾನಹಾನಿಕರ ಹೇಳಿಕೆಗಳನ್ನು ಪ್ರಕಟಿಸುವುದು, ಪ್ರಸಾರ ಮಾಡುವುದು ಅಥವಾ ಹಂಚಿಕೊಳ್ಳುವುದನ್ನು ನ್ಯಾಯಾಲಯ ನಿರ್ಬಂಧಿಸಿದೆ. ಸಾಮಾಜಿಕ ಜಾಲತಾಣಗಳು, ಯೂಟ್ಯೂಬ್ ಚಾನೆಲ್‌ಗಳು ಹಾಗೂ ಇತರ ಮಾಧ್ಯಮಗಳಲ್ಲಿ ಶ್ರೀ ಕ್ಷೇತ್ರದ ವಿರುದ್ಧ ಅಪಪ್ರಚಾರ ನಡೆಯುತ್ತಿರುವ ಹಿನ್ನೆಲೆಯಲ್ಲಿ ಈ ಆದೇಶ ನೀಡಲಾಗಿದೆ. ಶ್ರೀ ಕ್ಷೇತ್ರದ ಪರವಾಗಿ ಸಲ್ಲಿಸಲಾದ ಅರ್ಜಿಯನ್ನು ವಿಚಾರಣೆ ನಡೆಸಿದ ನ್ಯಾಯಾಲಯ ಈ ಮಧ್ಯಂತರ ಆದೇಶ ನೀಡಿದ್ದು, ಮುಂದಿನ ವಿಚಾರಣೆಯನ್ನು ಮುಂದೂಡಿದೆ. ಆದೇಶವನ್ನು ಉಲ್ಲಂಘಿಸಿದರೆ ಕಾನೂನು ಕ್ರಮ ಕೈಗೊಳ್ಳಲಾಗುವುದು ಎಂದು ತಿಳಿಸಲಾಗಿದೆ. — [332, 1380, 866, 1463]
sahitya-photo — [272, 1916, 675, 2168]
kirusuddi-headline: ಶಾಸಕರು ಲೋಕಾಯುಕ್ತಕ್ಕೆ ಆಸ್ತಿ ಪಟ್ಟಿ ಸಲ್ಲಿಸಿ — [45, 783, 304, 805]
mekedatu-continued — [604, 1087, 1074, 1188]
person-left-head — [595, 189, 671, 285]
page-number: ೦೫ — [1196, 97, 1236, 138]
person-figure — [547, 1999, 617, 2159]
personality-list-item — [1161, 2101, 1509, 2134]
sahitya-headline: ಅಖಿಲ ಭಾರತೀಯ ಸಾಹಿತ್ಯ ಪರಿಷತ್ ಕರ್ನಾಟಕ ಅಧ್ಯಾಯ — [45, 1848, 1024, 1909]
masthead-divider-left — [246, 90, 470, 91]
personality-list-item — [1161, 2166, 1509, 2199]
raichur-text: ಹಕ್ಕಿ ಜ್ವರದ ಆತಂಕದ ನಡುವೆಯೇ ರಾಯಚೂರಿನಲ್ಲಿ ಬೆಕ್ಕುಗಳಿಗೆ ಮಾರಕ ವೈರಸ್ ಕಾಣಿಸಿಕೊಂಡಿದ್ದು, ನೂರಕ್ಕೂ ಅಧಿಕ ಬೆಕ್ಕುಗಳು ಸಾವನ್ನಪ್ಪಿವೆ. ಫಿಲೈನ್ ಪ್ಯಾನ್ಲ್ಯುಕೋಪೀನಿಯಾ ವೈರಸ್ (Feline Panleukopenia Virus) ಎಂಬ ಮಾರಕ ವೈರಸ್ ಬೆಕ್ಕುಗಳಲ್ಲಿ ಪತ್ತೆಯಾಗಿದೆ. ಈ ವೈರಸ್ ಬೆಕ್ಕುಗಳಿಂದ ಬೆಕ್ಕುಗಳಿಗೆ ವೇಗವಾಗಿ ಹರಡುತ್ತಿದೆ. ಪಶುಸಂಗೋಪನಾ ಇಲಾಖೆಯ ಅಧಿಕಾರಿಗಳು ಬೆಕ್ಕು ಸಾಕುವವರಿಗೆ ಎಚ್ಚರಿಕೆ ನೀಡಿದ್ದಾರೆ. ಲಸಿಕೆ ಹಾಕಿಸುವಂತೆ ಸೂಚಿಸಿದ್ದಾರೆ. — [1087, 1428, 1500, 1482]
brand-logo — [1125, 45, 1509, 141]
kirusuddi-text: ಕಾರು ಚಾಲಕನ ನಿಯಂತ್ರಣ ತಪ್ಪಿ ಬೈಕ್‌ಗೆ ಡಿಕ್ಕಿ ಹೊಡೆದ ಪರಿಣಾಮ ಗುತ್ತಿಗೆದಾರರೊಬ್ಬರು ಸಾವನ್ನಪ್ಪಿದ ಘಟನೆ ನಡೆದಿದೆ. ಗಂಭೀರ ಗಾಯಗೊಂಡ ಅವರನ್ನು ಆಸ್ಪತ್ರೆಗೆ ದಾಖಲಿಸಲಾಯಿತಾದರೂ ಚಿಕಿತ್ಸೆ ಫಲಕಾರಿಯಾಗದೆ ಮೃತಪಟ್ಟಿದ್ದಾರೆ. ಈ ಕುರಿತು ಸಂಚಾರ ಪೊಲೀಸ್ ಠಾಣೆಯಲ್ಲಿ ಪ್ರಕರಣ ದಾಖಲಾಗಿದೆ. — [45, 1554, 313, 1608]
book-release-badge-line1: ಪುಸ್ತಕ — [705, 148, 725, 161]
personality-list-item — [1161, 2232, 1509, 2264]
dharmasthala-dateline: ಬೆಂಗಳೂರು: — [332, 1379, 373, 1391]
box-geography-body: ಸಮಿತಿಯು ರಾಜ್ಯ, ವಿಭಾಗ, ಜಿಲ್ಲೆ ಮತ್ತು ತಾಲೂಕು ಹಂತಗಳಲ್ಲಿ ಸ್ವರೂಪವನ್ನು ಹೊಂದಿದೆ. ಪ್ರತಿ ಹಂತದಲ್ಲೂ ಸಮಿತಿಗಳು ಕಾರ್ಯನಿರ್ವಹಿಸುತ್ತಿವೆ. ರಾಜ್ಯ ಸಮಿತಿಯು ಒಟ್ಟು ಸಂಘಟನೆಯ ಮಾರ್ಗದರ್ಶನ ಮಾಡುತ್ತದೆ. ಜಿಲ್ಲಾ ಸಮಿತಿಗಳು ಸ್ಥಳೀಯ ಮಟ್ಟದಲ್ಲಿ ಸಾಹಿತ್ಯ ಚಟುವಟಿಕೆಗಳನ್ನು ಆಯೋಜಿಸುತ್ತವೆ. ಯುವ ಬರಹಗಾರರನ್ನು ಪ್ರೋತ್ಸಾಹಿಸುವುದು ಮುಖ್ಯ ಉದ್ದೇಶ. — [692, 1946, 927, 2015]
personality-list-label: ಯುವಸಾಹಿತಿಗಳ ಚಿಂತನಾಗೋಷ್ಠಿ — [1178, 1914, 1311, 1930]
story-ambedkar — [45, 147, 457, 704]
bhatti-headline: ಶಿವಕುಮಾರ್ ವಿರುದ್ಧ ಭಕ್ತಿ ಚಳವಳಿ — [1087, 1154, 1398, 1186]
kirusuddi-item — [45, 1525, 313, 1610]
arrow-icon — [1161, 2242, 1169, 2253]
book-release-caption: ಭಾರತೀಯ ವಿಚಾರ ಸಂಸ್ಥೆಯ ಸಂಸ್ಥಾಪಕ ಅಧ್ಯಕ್ಷ ರಾ.ಸ.ತ್ಯಾಗರಾಜ ಪಂಡಿತ ಸಭಾಂಗಣದಲ್ಲಿ ಆಯೋಜಿಸಲಾಗಿದ್ದ ಪೆಂಗ್ವಿನ್ ಪ್ರಕಾಶನ ಪ್ರಕಟಿಸಿರುವ ಅಮೆರಿಕಾದ ಲೇಖಕ ಸಚಿನ್ ನಂದ ಬರೆದಿರುವ "Hedgewar-A Definitive Biography" ಪುಸ್ತಕವನ್ನು ಲೇಖಕ ಸಚಿನ್ ನಂದ ಹಾಗೂ ಖ್ಯಾತ ಅಂತಾರಾಷ್ಟ್ರೀಯ ಅಣುವಿಜ್ಞಾನಿ, ಲೇಖಕ ಗೌತಮ್ ಆರ್. ದೇಶಿರಾಜುರವರು ಲೋಕಾರ್ಪಣೆಗೊಳಿಸಿದರು. ಈ ಕಾರ್ಯಕ್ರಮದಲ್ಲಿ ರಾಷ್ಟ್ರೀಯ ಸ್ವಯಂಸೇವಕ ಸಂಘದ ವಿಶ್ವ ವಿಭಾಗದ ಸಂಯೋಜಕ ಕೆ.ಸಿ.ಶ್ರೀನಿವಾಸ್, ಕರ್ನಾಟಕ ದಕ್ಷಿಣ ಪ್ರಾಂತ ಪ್ರಚಾರ ಪ್ರಮುಖ್ ರಾಜೇಶ್ ಪದ್ಮಾರ್, ರಾಷ್ಟ್ರೋತ್ಥಾನ ಪರಿಷತ್ತಿನ ರಘುನಂದನ್ ಪಾಲ್ಗೊಂಡಿದ್ದರು. — [467, 482, 1077, 548]
book-cover-left — [601, 304, 679, 414]
shankaracharya-text: ಕೂಡಲಿ ಶೃಂಗೇರಿ ಮಹಾಸಂಸ್ಥಾನದ ಶ್ರೀ ಶಂಕರಾಚಾರ್ಯ ಪೀಠದ ಕುರಿತು ಸಾಮಾಜಿಕ ಜಾಲತಾಣದಲ್ಲಿ ಅವಹೇಳನಕಾರಿ ಪೋಸ್ಟ್ ಮಾಡಿದ್ದ ವ್ಯಕ್ತಿ ಕ್ಷಮಾಪಣೆ ಕೇಳಿದ್ದಾನೆ. ಈ ಕುರಿತು ಭಕ್ತರು ಪೊಲೀಸ್ ಠಾಣೆಗೆ ದೂರು ನೀಡಿದ್ದರು. ದೂರಿನ ಹಿನ್ನೆಲೆಯಲ್ಲಿ ಪೊಲೀಸರು ಆತನನ್ನು ವಿಚಾರಣೆಗೆ ಕರೆಸಿದ್ದರು. ತಪ್ಪಿನ ಅರಿವಾದ ಬಳಿಕ ಆತ ಸಾರ್ವಜನಿಕವಾಗಿ ಕ್ಷಮೆ ಯಾಚಿಸಿದ್ದಾನೆ. ಇನ್ನು ಮುಂದೆ ಇಂತಹ ತಪ್ಪು ಮಾಡುವುದಿಲ್ಲ ಎಂದು ಹೇಳಿದ್ದಾನೆ. ಭಕ್ತರ ಭಾವನೆಗಳಿಗೆ ಧಕ್ಕೆ ಉಂಟು ಮಾಡುವ ಕೆಲಸವನ್ನು ಯಾರೂ ಮಾಡಬಾರದು ಎಂದು ಪೀಠದ ಭಕ್ತರು ಮನವಿ ಮಾಡಿದ್ದಾರೆ. — [876, 1352, 1078, 1477]
arrow-icon — [1161, 2111, 1169, 2123]
person-figure — [464, 1986, 528, 2159]
